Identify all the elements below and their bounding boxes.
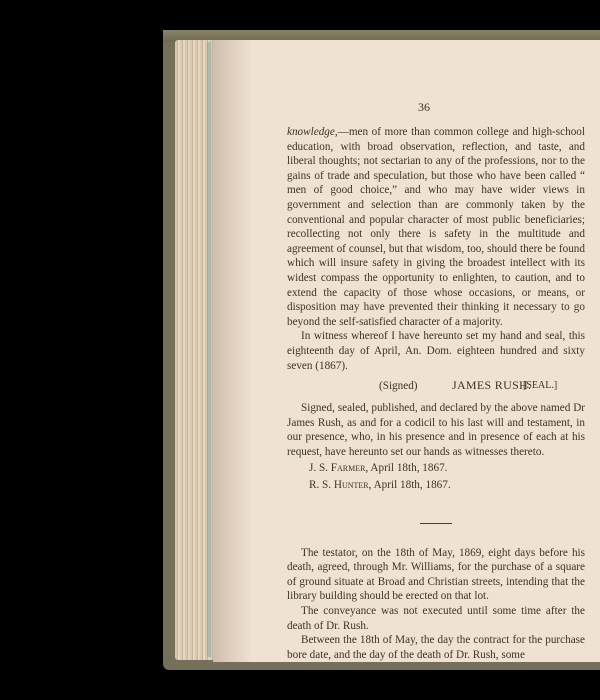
- witness-2-name: R. S. Hunter: [309, 479, 369, 492]
- witness-1: [287, 461, 585, 476]
- paragraph-6: Between the 18th of May, the day the contract for the purchase bore date, and the day of the death of Dr. Rush, some: [287, 634, 585, 661]
- seal-mark: [SEAL.]: [523, 380, 558, 392]
- page-number: 36: [418, 100, 430, 114]
- page-gutter-shadow: [213, 40, 253, 662]
- paragraph-1-text: —men of more than common college and high-school education, with broad observation, reflection, and taste, and liberal thoughts; not sectarian to any of the professions, nor to the gains of trade and speculation, but those who have been called “ men of good choice,” and who may have wider views in government and selection than are commonly taken by the conventional and popular character of most public beneficiaries; recollecting not only there is safety in the multitude and agreement of counsel, but that wisdom, too, should there be found which will insure safety in giving the broadest intellect with its widest compass the opportunity to enlighten, to caution, and to extend the capacity of those whose occasions, or means, or disposition may have prevented their thinking it necessary to go beyond the self-satisfied character of a majority.: [287, 126, 585, 328]
- page-edge-tint: [207, 42, 211, 657]
- witness-1-name: J. S. Farmer: [309, 462, 366, 475]
- paragraph-1: [287, 125, 585, 329]
- witness-2-date: , April 18th, 1867.: [368, 479, 451, 492]
- paragraph-4: The testator, on the 18th of May, 1869, eight days before his death, agreed, through Mr. Williams, for the purchase of a square of ground situate at Broad and Christian streets, intending that the library building should be erected on that lot.: [287, 546, 585, 603]
- signed-label: (Signed): [379, 380, 418, 393]
- signature-line: [287, 377, 585, 395]
- paragraph-5: The conveyance was not executed until some time after the death of Dr. Rush.: [287, 605, 585, 632]
- paragraph-3: Signed, sealed, published, and declared by the above named Dr James Rush, as and for a codicil to his last will and testament, in our presence, who, in his presence and in presence of each at his request, have hereunto set our hands as witnesses thereto.: [287, 402, 585, 458]
- signer-name: JAMES RUSH.: [452, 378, 532, 393]
- page-text: [287, 100, 585, 662]
- paragraph-2: In witness whereof I have hereunto set my hand and seal, this eighteenth day of April, An. Dom. eighteen hundred and sixty seven (1867).: [287, 330, 585, 372]
- section-divider: [420, 523, 452, 524]
- witness-2: [287, 478, 585, 493]
- paragraph-1-italic-word: knowledge,: [287, 126, 338, 138]
- witness-1-date: , April 18th, 1867.: [365, 462, 448, 475]
